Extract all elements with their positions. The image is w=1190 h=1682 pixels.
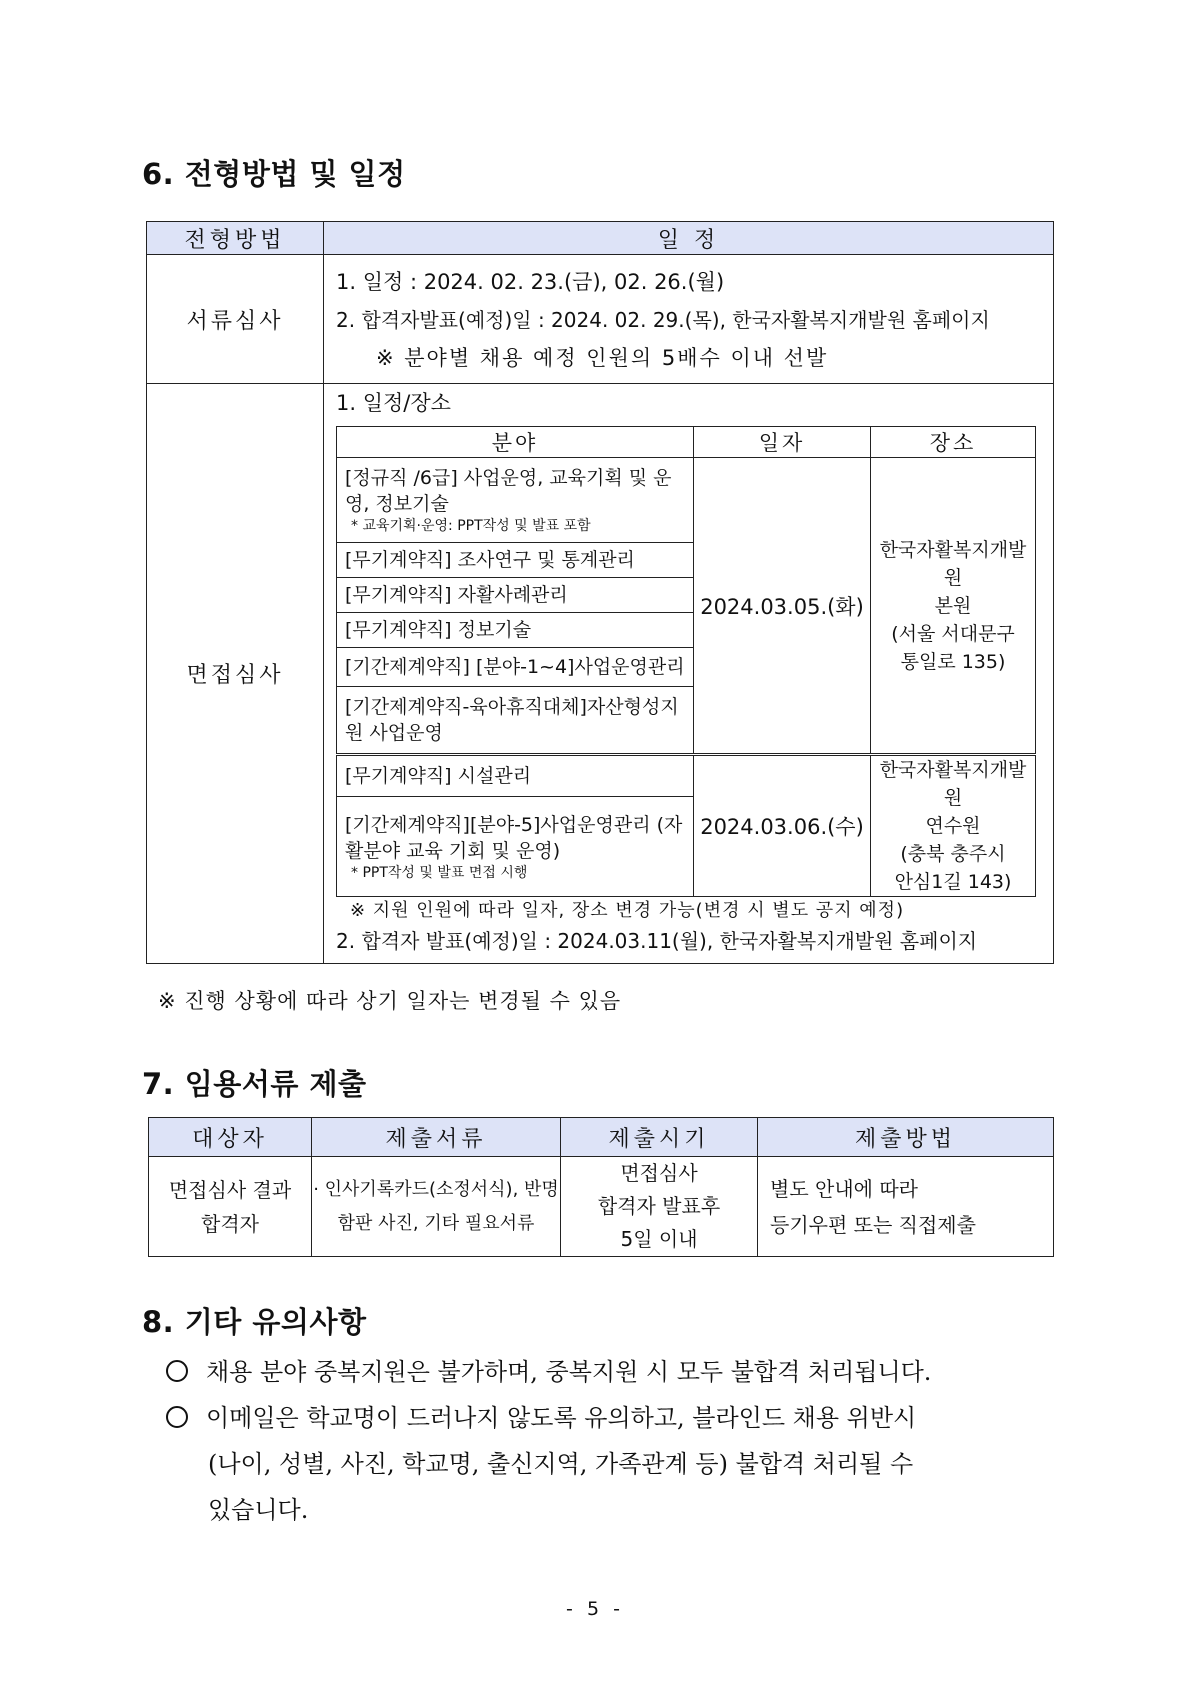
inner-header-field: 분야 xyxy=(337,427,694,458)
place-cell xyxy=(871,755,1036,897)
page-number: - 5 - xyxy=(566,1598,624,1620)
section6-title: 6. 전형방법 및 일정 xyxy=(142,157,406,191)
interview-line1: 1. 일정/장소 xyxy=(336,391,451,415)
field-name: [기간제계약직-육아휴직대체]자산형성지원 사업운영 xyxy=(337,687,694,755)
docs-line: 함판 사진, 기타 필요서류 xyxy=(337,1212,535,1234)
header-target: 대상자 xyxy=(149,1118,312,1157)
notice-continuation: 있습니다. xyxy=(208,1496,309,1524)
section8-title: 8. 기타 유의사항 xyxy=(142,1305,367,1339)
notice-text: 채용 분야 중복지원은 불가하며, 중복지원 시 모두 불합격 처리됩니다. xyxy=(206,1358,932,1386)
inner-header-date: 일자 xyxy=(694,427,871,458)
place-line: (서울 서대문구 xyxy=(891,622,1015,645)
interview-schedule-table xyxy=(336,426,1036,897)
timing-cell xyxy=(561,1157,758,1257)
date-cell: 2024.03.05.(화) xyxy=(694,458,871,755)
place-line: 한국자활복지개발원 xyxy=(879,538,1027,589)
place-line: (충북 충주시 xyxy=(900,843,1006,865)
place-line: 연수원 xyxy=(925,815,981,837)
place-cell xyxy=(871,458,1036,755)
field-note: * PPT작성 및 발표 면접 시행 xyxy=(351,864,528,881)
interview-line2: 2. 합격자 발표(예정)일 : 2024.03.11(월), 한국자활복지개발원 홈페이지 xyxy=(336,929,978,953)
field-note: * 교육기획·운영: PPT작성 및 발표 포함 xyxy=(351,518,591,534)
target-line: 면접심사 결과 xyxy=(168,1177,292,1202)
field-name: [정규직 /6급] 사업운영, 교육기획 및 운영, 정보기술 xyxy=(345,467,672,515)
place-line: 통일로 135) xyxy=(900,650,1006,673)
timing-line: 5일 이내 xyxy=(620,1227,698,1251)
docs-line: · 인사기록카드(소정서식), 반명 xyxy=(313,1178,559,1200)
field-name: [무기계약직] 조사연구 및 통계관리 xyxy=(337,543,694,578)
target-line: 합격자 xyxy=(201,1211,259,1236)
field-name: [무기계약직] 자활사례관리 xyxy=(337,578,694,613)
method-line: 등기우편 또는 직접제출 xyxy=(770,1212,976,1237)
circle-bullet-icon xyxy=(166,1406,188,1428)
header-method: 제출방법 xyxy=(758,1118,1054,1157)
docs-cell xyxy=(312,1157,561,1257)
header-docs: 제출서류 xyxy=(312,1118,561,1157)
schedule-table xyxy=(146,221,1054,964)
interview-note: ※ 지원 인원에 따라 일자, 장소 변경 가능(변경 시 별도 공지 예정) xyxy=(350,900,905,921)
col-method-header: 전형방법 xyxy=(147,222,324,255)
notice-item xyxy=(166,1398,916,1433)
field-name: [기간제계약직][분야-5]사업운영관리 (자활분야 교육 기회 및 운영) xyxy=(345,813,683,862)
place-line: 한국자활복지개발원 xyxy=(879,759,1027,809)
inner-header-place: 장소 xyxy=(871,427,1036,458)
doc-review-label: 서류심사 xyxy=(147,255,324,384)
col-schedule-header: 일 정 xyxy=(324,222,1054,255)
place-line: 본원 xyxy=(934,594,972,617)
target-cell xyxy=(149,1157,312,1257)
doc-review-line3: ※ 분야별 채용 예정 인원의 5배수 이내 선발 xyxy=(376,346,829,370)
place-line: 안심1길 143) xyxy=(894,871,1012,893)
circle-bullet-icon xyxy=(166,1360,188,1382)
notice-item xyxy=(166,1352,931,1387)
field-name: [무기계약직] 정보기술 xyxy=(337,613,694,648)
section7-title: 7. 임용서류 제출 xyxy=(142,1067,367,1101)
notice-continuation: (나이, 성별, 사진, 학교명, 출신지역, 가족관계 등) 불합격 처리될 수 xyxy=(208,1450,914,1478)
date-cell: 2024.03.06.(수) xyxy=(694,755,871,897)
field-name: [기간제계약직] [분야-1~4]사업운영관리 xyxy=(337,648,694,687)
method-cell xyxy=(758,1157,1054,1257)
timing-line: 합격자 발표후 xyxy=(597,1194,721,1218)
doc-review-line2: 2. 합격자발표(예정)일 : 2024. 02. 29.(목), 한국자활복지개발원 홈페이지 xyxy=(336,308,990,332)
header-timing: 제출시기 xyxy=(561,1118,758,1157)
timing-line: 면접심사 xyxy=(620,1161,698,1185)
field-name: [무기계약직] 시설관리 xyxy=(337,755,694,797)
field-cell xyxy=(337,458,694,543)
field-cell xyxy=(337,797,694,897)
doc-review-line1: 1. 일정 : 2024. 02. 23.(금), 02. 26.(월) xyxy=(336,270,725,294)
method-line: 별도 안내에 따라 xyxy=(770,1176,918,1201)
interview-label: 면접심사 xyxy=(147,384,324,964)
notice-text: 이메일은 학교명이 드러나지 않도록 유의하고, 블라인드 채용 위반시 xyxy=(206,1404,917,1432)
documents-table xyxy=(148,1117,1054,1257)
schedule-footnote: ※ 진행 상황에 따라 상기 일자는 변경될 수 있음 xyxy=(158,989,622,1013)
